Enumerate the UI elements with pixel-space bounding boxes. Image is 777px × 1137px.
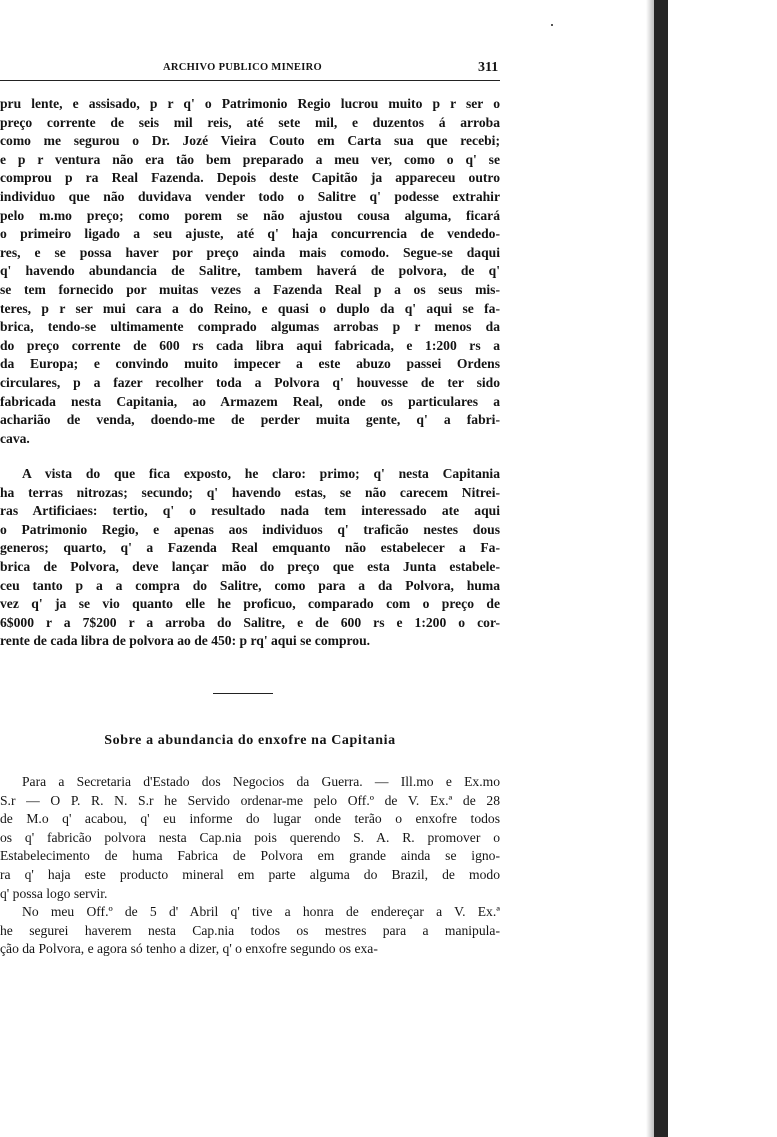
text-line: Estabelecimento de huma Fabrica de Polvora em grande ainda se igno- <box>0 848 500 864</box>
text-line: he segurei haverem nesta Cap.nia todos os mestres para a manipula- <box>0 922 500 938</box>
text-line: o primeiro ligado a seu ajuste, até q' haja concurrencia de vendedo- <box>0 226 500 242</box>
section-divider <box>213 693 273 694</box>
book-spine <box>654 0 668 1137</box>
text-line: se tem fornecido por muitas vezes a Fazenda Real p a os seus mis- <box>0 281 500 297</box>
text-line: circulares, p a fazer recolher toda a Polvora q' houvesse de ter sido <box>0 374 500 390</box>
section-title: Sobre a abundancia do enxofre na Capitania <box>104 733 396 748</box>
text-line: e p r ventura não era tão bem preparado a meu ver, como o q' se <box>0 151 500 167</box>
text-line: individuo que não duvidava vender todo o Salitre q' podesse extrahir <box>0 188 500 204</box>
text-line: pelo m.mo preço; como porem se não ajustou cousa alguma, ficará <box>0 207 500 223</box>
text-line: acharião de venda, doendo-me de perder muita gente, q' a fabri- <box>0 412 500 428</box>
text-line: ras Artificiaes: tertio, q' o resultado nada tem interessado ate aqui <box>0 503 500 519</box>
text-line: como me segurou o Dr. Jozé Vieira Couto em Carta sua que recebi; <box>0 133 500 149</box>
text-line: os q' fabricão polvora nesta Cap.nia pois querendo S. A. R. promover o <box>0 829 500 845</box>
text-line: vez q' ja se vio quanto elle he proficuo, comparado com o preço de <box>0 596 500 612</box>
text-line: No meu Off.º de 5 d' Abril q' tive a honra de endereçar a V. Ex.ª <box>22 904 500 920</box>
text-line: fabricada nesta Capitania, ao Armazem Real, onde os particulares a <box>0 393 500 409</box>
text-line: cava. <box>0 430 30 446</box>
header-rule <box>0 80 500 81</box>
gutter-shadow <box>646 0 654 1137</box>
page-number: 311 <box>478 60 499 75</box>
text-line: generos; quarto, q' a Fazenda Real emquanto não estabelecer a Fa- <box>0 540 500 556</box>
text-line: A vista do que fica exposto, he claro: primo; q' nesta Capitania <box>22 466 500 481</box>
text-line: da Europa; e convindo muito impecer a este abuzo passei Ordens <box>0 356 500 372</box>
text-line: S.r — O P. R. N. S.r he Servido ordenar-me pelo Off.º de V. Ex.ª de 28 <box>0 792 500 808</box>
letter-body <box>0 773 500 959</box>
text-line: ha terras nitrozas; secundo; q' havendo estas, se não carecem Nitrei- <box>0 484 500 500</box>
text-line: do preço corrente de 600 rs cada libra aqui fabricada, e 1:200 rs a <box>0 337 500 353</box>
text-line: ção da Polvora, e agora só tenho a dizer, q' o enxofre segundo os exa- <box>0 941 378 957</box>
running-title: ARCHIVO PUBLICO MINEIRO <box>163 62 322 73</box>
text-line: ra q' haja este producto mineral em parte alguma do Brazil, de modo <box>0 866 500 882</box>
paragraph-2 <box>0 465 500 651</box>
speck <box>551 24 553 26</box>
text-line: Para a Secretaria d'Estado dos Negocios da Guerra. — Ill.mo e Ex.mo <box>22 774 500 789</box>
text-line: de M.o q' acabou, q' eu informe do lugar onde terão o enxofre todos <box>0 811 500 827</box>
text-line: teres, p r ser mui cara a do Reino, e quasi o duplo da q' aqui se fa- <box>0 300 500 316</box>
text-line: brica de Polvora, deve lançar mão do preço que esta Junta estabele- <box>0 558 500 574</box>
text-line: ceu tanto p a a compra do Salitre, como para a da Polvora, huma <box>0 577 500 593</box>
text-line: comprou p ra Real Fazenda. Depois deste Capitão ja appareceu outro <box>0 170 500 186</box>
text-line: preço corrente de seis mil reis, até sete mil, e duzentos á arroba <box>0 114 500 130</box>
paragraph-1 <box>0 95 500 448</box>
text-line: rente de cada libra de polvora ao de 450: p rq' aqui se comprou. <box>0 633 371 649</box>
running-head <box>0 60 510 80</box>
text-line: 6$000 r a 7$200 r a arroba do Salitre, e de 600 rs e 1:200 o cor- <box>0 614 500 630</box>
text-line: q' havendo abundancia de Salitre, tambem haverá de polvora, de q' <box>0 263 500 279</box>
text-line: brica, tendo-se ultimamente comprado algumas arrobas p r menos da <box>0 319 500 335</box>
text-line: o Patrimonio Regio, e apenas aos individuos q' traficão nestes dous <box>0 521 500 537</box>
text-line: q' possa logo servir. <box>0 885 108 901</box>
text-line: pru lente, e assisado, p r q' o Patrimonio Regio lucrou muito p r ser o <box>0 96 500 111</box>
text-line: res, e se possa haver por preço ainda mais comodo. Segue-se daqui <box>0 244 500 260</box>
